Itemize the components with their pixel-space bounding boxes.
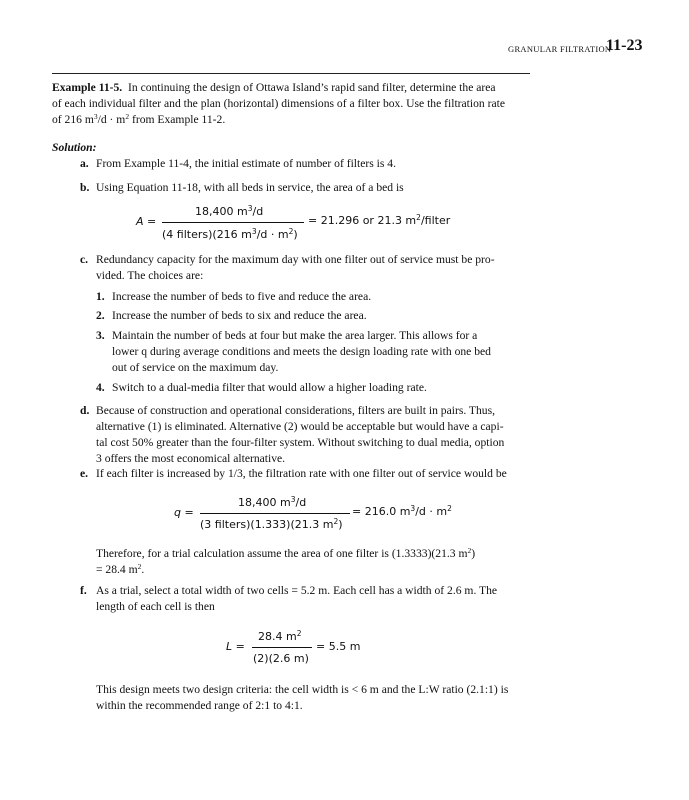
eq2-lhs: q = <box>174 506 194 519</box>
step-c-label: c. <box>80 253 89 266</box>
conclusion: This design meets two design criteria: the cell width is < 6 m and the L:W ratio (2.1:1) is within the recommended range of 2:1 to 4:1. <box>96 683 509 712</box>
step-f-label: f. <box>80 584 87 597</box>
step-a-label: a. <box>80 157 89 170</box>
eq1-lhs: A = <box>136 215 157 228</box>
eq3-numerator: 28.4 $m^2$ <box>258 629 302 643</box>
step-e-label: e. <box>80 467 89 480</box>
eq1-numerator: 18,400 $m^3/d$ <box>195 204 264 218</box>
step-c <box>80 252 532 284</box>
eq3-result: = 5.5 m <box>316 640 361 653</box>
step-e-text: If each filter is increased by 1/3, the filtration rate with one filter out of service would be <box>96 467 507 480</box>
example-line-3: of 216 $m^3/d \cdot m^2$ from Example 11-2. <box>52 112 226 126</box>
eq2-denominator: (3 filters)(1.333)(21.3 $m^2$) <box>200 517 343 531</box>
step-b-text: Using Equation 11-18, with all beds in service, the area of a bed is <box>96 181 404 194</box>
example-statement <box>52 80 532 128</box>
step-c-line-1: Redundancy capacity for the maximum day with one filter out of service must be pro- <box>96 253 495 266</box>
eq2-result: = 216.0 $m^3/d \cdot m^2$ <box>352 504 452 518</box>
running-header-title: GRANULAR FILTRATION <box>508 44 612 54</box>
eq3-denominator: (2)(2.6 m) <box>253 652 309 665</box>
eq2-numerator: 18,400 $m^3/d$ <box>238 495 307 509</box>
example-line-1: In continuing the design of Ottawa Island’s rapid sand filter, determine the area <box>128 81 496 94</box>
step-a-text: From Example 11-4, the initial estimate of number of filters is 4. <box>96 157 396 170</box>
step-c-line-2: vided. The choices are: <box>96 269 204 282</box>
example-line-2: of each individual filter and the plan (horizontal) dimensions of a filter box. Use the filtration rate <box>52 97 505 110</box>
example-label: Example 11-5. <box>52 81 123 94</box>
step-b-label: b. <box>80 181 90 194</box>
solution-heading: Solution: <box>52 141 97 154</box>
eq3-lhs: L = <box>226 640 245 653</box>
step-d-label: d. <box>80 404 90 417</box>
page-number: 11-23 <box>606 37 643 54</box>
example-top-rule <box>52 73 530 74</box>
eq3-fraction-bar <box>252 647 312 648</box>
step-e-continued: Therefore, for a trial calculation assume the area of one filter is (1.3333)(21.3 $m^2$) = 28.4 $m^2$. <box>96 546 476 576</box>
eq1-denominator: (4 filters)(216 $m^3/d \cdot m^2$) <box>162 227 298 241</box>
eq1-result: = 21.296 or 21.3 $m^2$/filter <box>308 213 451 227</box>
eq1-fraction-bar <box>162 222 304 223</box>
eq2-fraction-bar <box>200 513 350 514</box>
textbook-page: GRANULAR FILTRATION 11-23 Example 11-5. In continuing the design of Ottawa Island’s rapid sand filter, determine the area of each individual filter and the plan (horizontal) dimensions of a filter box. Use the filtration rate of 216 $m^3/d \cdot m^2$ from Example 11-2. Solution: a. From Example 11-4, the initial estimate of number of filters is 4. b. Using Equation 11-18, with all beds in service, the area of a bed is A = 18,400 $m^3/d$ (4 filters)(216 $m^3/d \cdot m^2$) = 21.296 or 21.3 $m^2$/filter c. Redundancy capacity for the maximum day with one filter out of service must be pro- vided. The choices are: 1. Increase the number of beds to five and reduce the area. 2. Increase the number of beds to six and reduce the area. 3. Maintain the number of beds at four but make the area larger. This allows for a lower q during average conditions and meets the design loading rate with one bed out of service on the maximum day. 4. Switch to a dual-media filter that would allow a higher loading rate. d. Because of construction and operational considerations, filters are built in pairs. Thus, alternative (1) is eliminated. Alternative (2) would be acceptable but would have a capi- tal cost 50% greater than the four-filter system. Without switching to dual media, option 3 offers the most economical alternative. e. If each filter is increased by 1/3, the filtration rate with one filter out of service would be q = 18,400 $m^3/d$ (3 filters)(1.333)(21.3 $m^2$) = 216.0 $m^3/d \cdot m^2$ Therefore, for a trial calculation assume the area of one filter is (1.3333)(21.3 $m^2$) = 28.4 $m^2$. f. As a trial, select a total width of two cells = 5.2 m. Each cell has a width of 2.6 m. The length of each cell is then L = 28.4 $m^2$ (2)(2.6 m) = 5.5 m This design meets two design criteria: the cell width is < 6 m and the L:W ratio (2.1:1) is within the recommended range of 2:1 to 4:1. <box>52 37 643 712</box>
